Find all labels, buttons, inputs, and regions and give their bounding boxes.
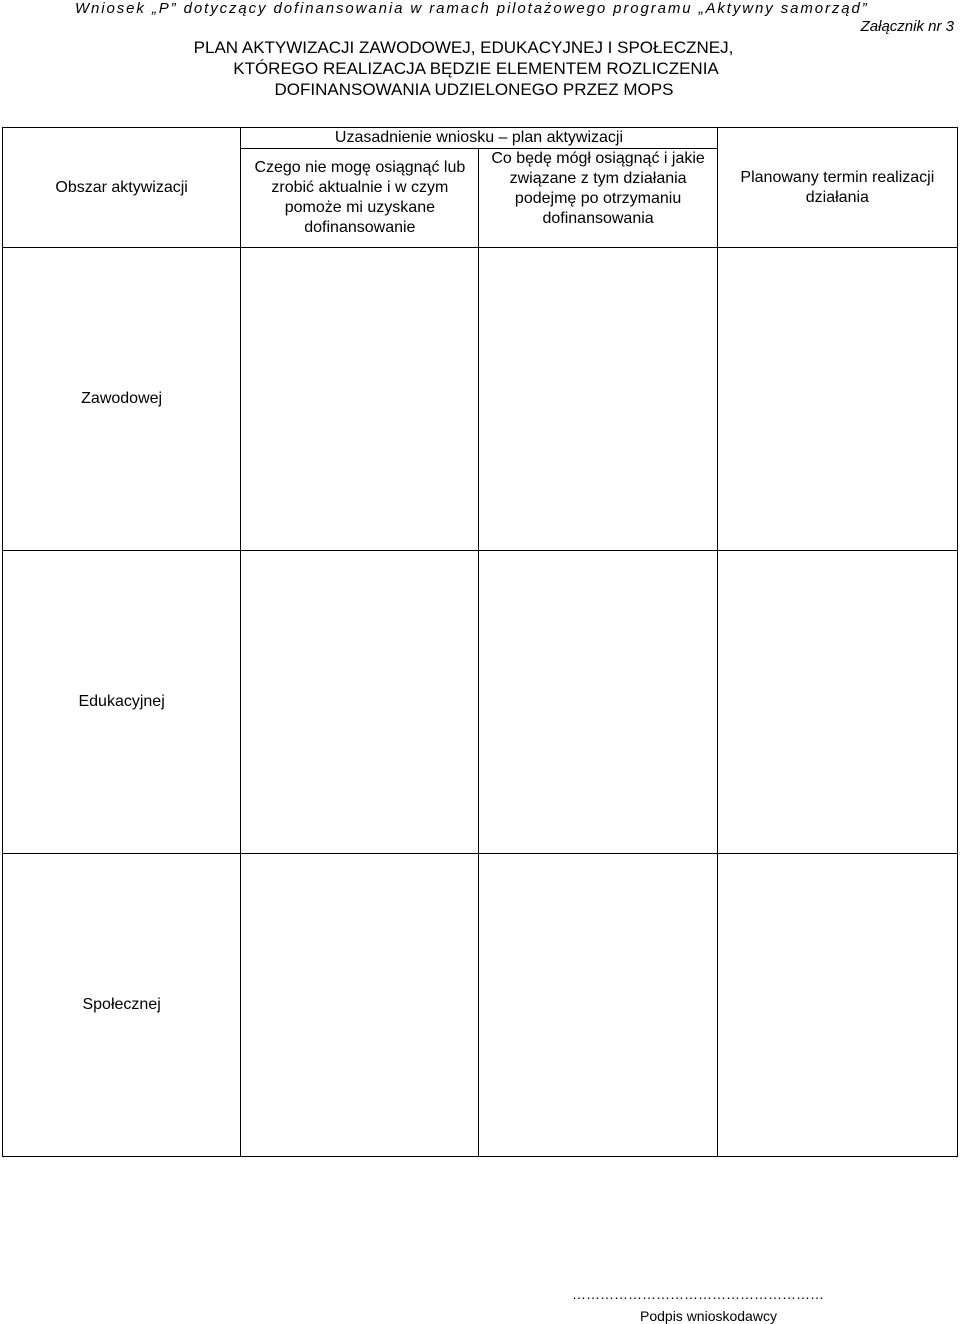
will-achieve-cell[interactable] [479,551,717,854]
signature-block [572,1286,932,1324]
header-justification: Uzasadnienie wniosku – plan aktywizacji [241,128,717,149]
area-educational: Edukacyjnej [3,551,241,854]
will-achieve-cell[interactable] [479,248,717,551]
cannot-achieve-cell[interactable] [241,854,479,1157]
title-line-2: KTÓREGO REALIZACJA BĘDZIE ELEMENTEM ROZLICZENIA [233,59,719,78]
header-cannot-achieve: Czego nie mogę osiągnąć lub zrobić aktualnie i w czym pomoże mi uzyskane dofinansowanie [241,149,479,248]
planned-term-cell[interactable] [717,248,957,551]
title-line-1: PLAN AKTYWIZACJI ZAWODOWEJ, EDUKACYJNEJ I SPOŁECZNEJ, [193,38,734,57]
header-will-achieve: Co będę mógł osiągnąć i jakie związane z tym działania podejmę po otrzymaniu dofinansowania [479,149,717,248]
signature-label: Podpis wnioskodawcy [640,1308,777,1324]
area-social: Społecznej [3,854,241,1157]
table-row [3,854,958,1157]
header-planned-term: Planowany termin realizacji działania [717,128,957,248]
cannot-achieve-cell[interactable] [241,248,479,551]
annex-label: Załącznik nr 3 [860,18,954,35]
table-row [3,248,958,551]
area-vocational: Zawodowej [3,248,241,551]
will-achieve-cell[interactable] [479,854,717,1157]
cannot-achieve-cell[interactable] [241,551,479,854]
table-row [3,551,958,854]
header-area: Obszar aktywizacji [3,128,241,248]
program-header: Wniosek „P” dotyczący dofinansowania w ramach pilotażowego programu „Aktywny samorząd” [75,0,869,17]
planned-term-cell[interactable] [717,854,957,1157]
planned-term-cell[interactable] [717,551,957,854]
activation-plan-table [2,127,958,1157]
title-line-3: DOFINANSOWANIA UDZIELONEGO PRZEZ MOPS [274,80,674,99]
signature-line[interactable]: ……………………………………………… [572,1286,824,1302]
document-title [0,37,960,100]
